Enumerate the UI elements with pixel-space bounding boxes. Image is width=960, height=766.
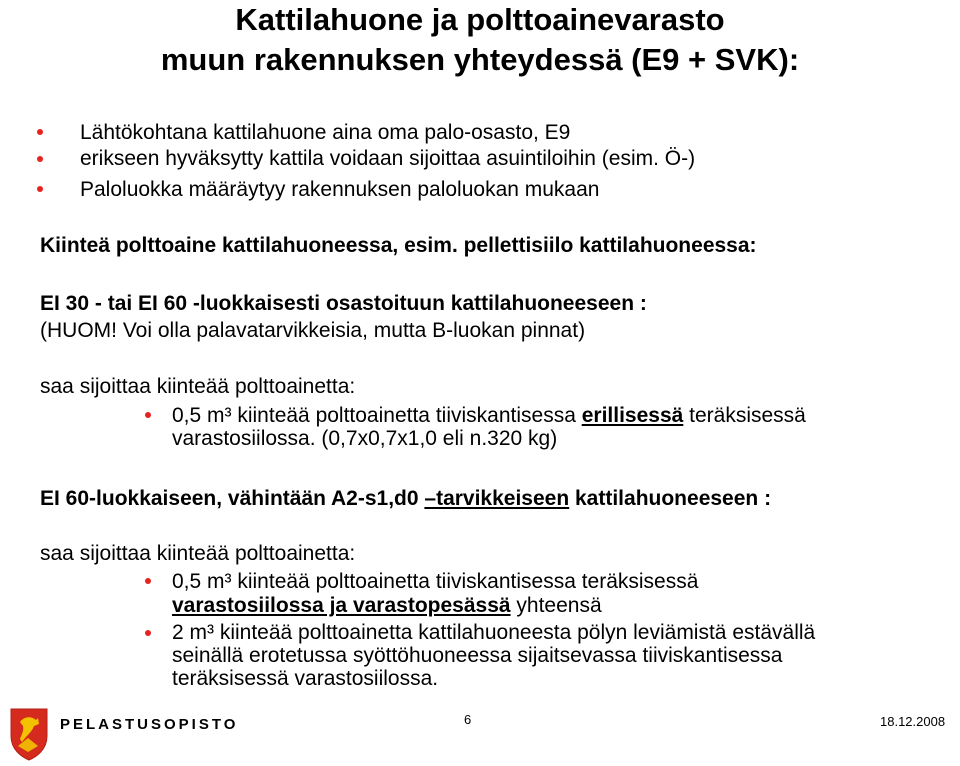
section1-item <box>172 404 806 428</box>
section2-item1-end: yhteensä <box>510 594 602 617</box>
bullet-icon <box>145 630 151 636</box>
section2-item2-line1: 2 m³ kiinteää polttoainetta kattilahuoneesta pölyn leviämistä estävällä <box>172 621 816 644</box>
slide-title-line2: muun rakennuksen yhteydessä (E9 + SVK): <box>160 42 800 77</box>
coat-of-arms-logo-icon <box>8 706 50 762</box>
slide-title-line1: Kattilahuone ja polttoainevarasto <box>235 2 725 37</box>
section1-note: (HUOM! Voi olla palavatarvikkeisia, mutta B-luokan pinnat) <box>40 319 586 342</box>
bullet-text-2: erikseen hyväksytty kattila voidaan sijoittaa asuintiloihin (esim. Ö-) <box>80 147 696 170</box>
brand-name: PELASTUSOPISTO <box>60 716 239 733</box>
bullet-text-3: Paloluokka määräytyy rakennuksen paloluokan mukaan <box>80 178 600 201</box>
section2-item1-line2 <box>172 594 602 618</box>
section2-heading <box>40 487 771 511</box>
section2-item1-emphasis: varastosiilossa ja varastopesässä <box>172 594 511 617</box>
pelastusopisto-wordmark <box>60 715 239 733</box>
section2-heading-end: kattilahuoneeseen : <box>569 487 772 510</box>
section2-heading-text: EI 60-luokkaiseen, vähintään A2-s1,d0 <box>40 487 425 510</box>
section2-item2-line3: teräksisessä varastosiilossa. <box>172 667 439 690</box>
bullet-icon <box>37 129 43 135</box>
page-number: 6 <box>464 712 472 727</box>
bullet-text-1: Lähtökohtana kattilahuone aina oma palo-osasto, E9 <box>80 121 571 144</box>
section1-heading: Kiinteä polttoaine kattilahuoneessa, esim. pellettisiilo kattilahuoneessa: <box>40 234 757 257</box>
section1-item-emphasis: erillisessä <box>581 404 684 427</box>
section1-item-line2: varastosiilossa. (0,7x0,7x1,0 eli n.320 kg) <box>172 427 558 450</box>
section2-heading-emphasis: –tarvikkeiseen <box>424 487 570 510</box>
section2-item2-line2: seinällä erotetussa syöttöhuoneessa sijaitsevassa tiiviskantisessa <box>172 644 783 667</box>
slide-date: 18.12.2008 <box>880 714 946 729</box>
bullet-icon <box>145 412 151 418</box>
section2-item1-line1: 0,5 m³ kiinteää polttoainetta tiiviskantisessa teräksisessä <box>172 570 699 593</box>
section1-item-text-end: teräksisessä <box>683 404 806 427</box>
section1-intro: saa sijoittaa kiinteää polttoainetta: <box>40 375 356 398</box>
bullet-icon <box>145 578 151 584</box>
bullet-icon <box>37 186 43 192</box>
bullet-icon <box>37 156 43 162</box>
section1-requirement: EI 30 - tai EI 60 -luokkaisesti osastoituun kattilahuoneeseen : <box>40 292 647 315</box>
section2-intro: saa sijoittaa kiinteää polttoainetta: <box>40 542 356 565</box>
section1-item-text: 0,5 m³ kiinteää polttoainetta tiiviskantisessa <box>172 404 582 427</box>
